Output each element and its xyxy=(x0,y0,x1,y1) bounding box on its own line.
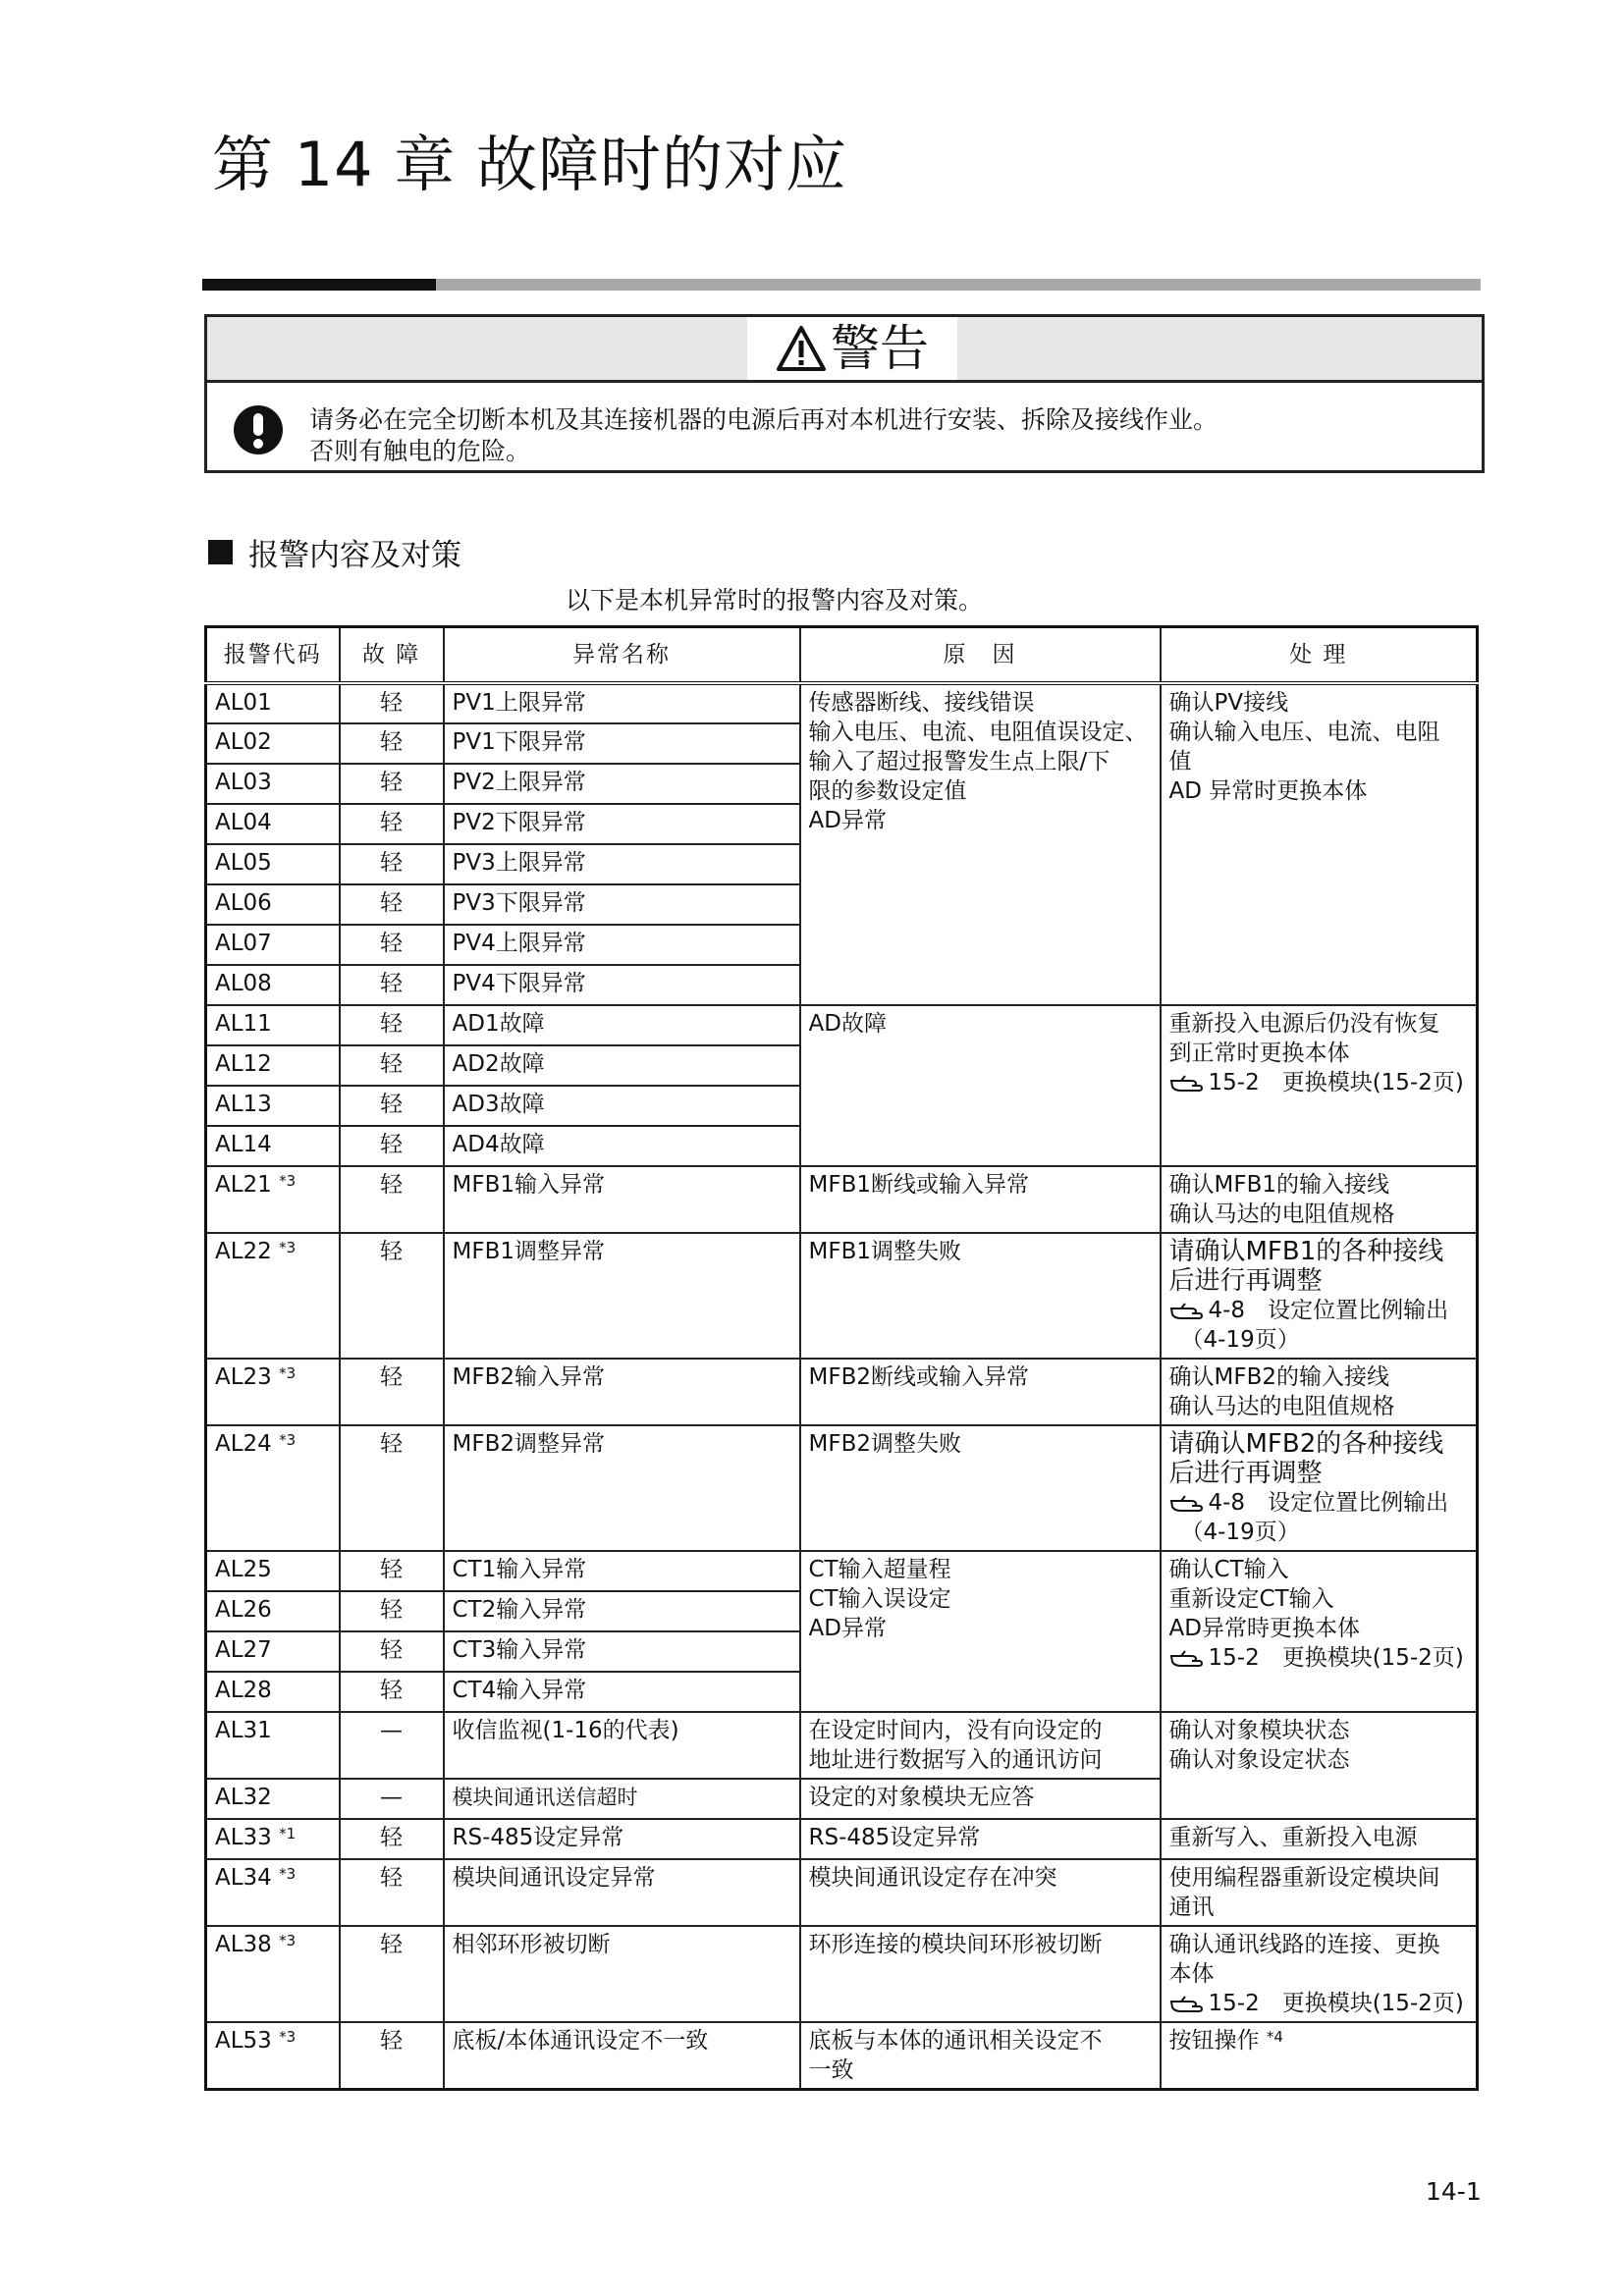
alarm-name: PV4上限异常 xyxy=(444,925,800,965)
alarm-code xyxy=(206,1233,340,1359)
alarm-severity: 轻 xyxy=(340,764,444,804)
alarm-name: 模块间通讯送信超时 xyxy=(444,1779,800,1819)
alarm-table xyxy=(204,625,1479,2091)
alarm-severity: 轻 xyxy=(340,1926,444,2022)
warning-triangle-icon xyxy=(776,325,827,372)
chapter-title: 第 14 章 故障时的对应 xyxy=(212,129,848,200)
reference-text: 15-2 更换模块(15-2页) xyxy=(1208,1991,1464,2016)
footnote-mark: *3 xyxy=(279,1172,297,1190)
warning-line-1: 请务必在完全切断本机及其连接机器的电源后再对本机进行安装、拆除及接线作业。 xyxy=(309,405,1218,434)
reference-line xyxy=(1169,1989,1469,2018)
alarm-name: CT2输入异常 xyxy=(444,1591,800,1631)
table-row xyxy=(206,1233,1478,1359)
alarm-code: AL14 xyxy=(206,1126,340,1166)
action-line: 使用编程器重新设定模块间 xyxy=(1168,1865,1440,1891)
alarm-cause: MFB2断线或输入异常 xyxy=(800,1359,1161,1425)
action-line: 后进行再调整 xyxy=(1168,1459,1323,1488)
alarm-code: AL01 xyxy=(206,683,340,723)
action-line: 请确认MFB1的各种接线 xyxy=(1168,1237,1444,1266)
alarm-cause xyxy=(800,2022,1161,2090)
alarm-action xyxy=(1161,1926,1478,2022)
action-line: 确认PV接线 xyxy=(1168,690,1289,716)
action-line: 确认对象模块状态 xyxy=(1168,1718,1350,1743)
action-line: 按钮操作 xyxy=(1168,2028,1260,2054)
footnote-mark: *3 xyxy=(279,1431,297,1449)
reference-text: 15-2 更换模块(15-2页) xyxy=(1208,1645,1464,1671)
pointing-hand-icon xyxy=(1169,1493,1205,1515)
alarm-severity: 轻 xyxy=(340,844,444,884)
table-row xyxy=(206,1359,1478,1425)
table-row xyxy=(206,1859,1478,1926)
action-line: 本体 xyxy=(1168,1961,1215,1987)
table-row xyxy=(206,1712,1478,1779)
pointing-hand-icon xyxy=(1169,1994,1205,2015)
alarm-cause: 模块间通讯设定存在冲突 xyxy=(800,1859,1161,1926)
alarm-action xyxy=(1161,1425,1478,1551)
alarm-name: MFB2输入异常 xyxy=(444,1359,800,1425)
alarm-code: AL07 xyxy=(206,925,340,965)
table-row xyxy=(206,1425,1478,1551)
alarm-code xyxy=(206,1926,340,2022)
action-line: 确认MFB1的输入接线 xyxy=(1168,1172,1389,1198)
alarm-action xyxy=(1161,1233,1478,1359)
cause-line: CT输入误设定 xyxy=(808,1586,951,1612)
action-line: 值 xyxy=(1168,749,1192,774)
warning-box xyxy=(204,314,1485,473)
alarm-code: AL26 xyxy=(206,1591,340,1631)
reference-line xyxy=(1169,1068,1469,1097)
alarm-severity: 轻 xyxy=(340,925,444,965)
alarm-name: 模块间通讯设定异常 xyxy=(444,1859,800,1926)
alarm-severity: 轻 xyxy=(340,2022,444,2090)
alarm-name: PV1下限异常 xyxy=(444,723,800,764)
alarm-cause xyxy=(800,1712,1161,1779)
warning-title: 警告 xyxy=(831,320,929,377)
alarm-severity: 轻 xyxy=(340,1591,444,1631)
alarm-cause: MFB2调整失败 xyxy=(800,1425,1161,1551)
footnote-mark: *3 xyxy=(279,1239,297,1256)
header-code: 报警代码 xyxy=(206,627,340,684)
header-severity: 故 障 xyxy=(340,627,444,684)
alarm-severity: 轻 xyxy=(340,723,444,764)
alarm-cause xyxy=(800,683,1161,1005)
alarm-severity: 轻 xyxy=(340,1233,444,1359)
pointing-hand-icon xyxy=(1169,1648,1205,1670)
alarm-action xyxy=(1161,1166,1478,1233)
reference-line xyxy=(1169,1643,1469,1673)
alarm-severity: — xyxy=(340,1712,444,1779)
alarm-cause: RS-485设定异常 xyxy=(800,1819,1161,1859)
alarm-action xyxy=(1161,2022,1478,2090)
table-row xyxy=(206,1005,1478,1045)
alarm-cause xyxy=(800,1551,1161,1712)
title-rule-accent xyxy=(202,279,436,291)
action-line: 重新投入电源后仍没有恢复 xyxy=(1168,1011,1440,1037)
action-line: AD 异常时更换本体 xyxy=(1168,778,1368,804)
cause-line: 限的参数设定值 xyxy=(808,778,967,804)
alarm-code-text: AL33 xyxy=(215,1825,272,1850)
alarm-action xyxy=(1161,1859,1478,1926)
alarm-action: 重新写入、重新投入电源 xyxy=(1161,1819,1478,1859)
reference-page: （4-19页） xyxy=(1180,1520,1300,1545)
alarm-code-text: AL22 xyxy=(215,1239,272,1264)
footnote-mark: *4 xyxy=(1266,2028,1283,2046)
action-line: 到正常时更换本体 xyxy=(1168,1041,1350,1066)
action-line: 重新设定CT输入 xyxy=(1168,1586,1334,1612)
alarm-severity: 轻 xyxy=(340,1086,444,1126)
title-rule xyxy=(202,279,1481,291)
reference-line xyxy=(1169,1296,1469,1325)
action-line: AD异常時更换本体 xyxy=(1168,1616,1360,1641)
alarm-name: AD2故障 xyxy=(444,1045,800,1086)
alarm-code: AL28 xyxy=(206,1672,340,1712)
alarm-action xyxy=(1161,1551,1478,1712)
alarm-code xyxy=(206,1859,340,1926)
alarm-code: AL05 xyxy=(206,844,340,884)
table-row xyxy=(206,1819,1478,1859)
alarm-severity: 轻 xyxy=(340,1005,444,1045)
cause-line: 输入电压、电流、电阻值误设定、 xyxy=(808,720,1148,745)
alarm-severity: 轻 xyxy=(340,884,444,925)
alarm-name: MFB1输入异常 xyxy=(444,1166,800,1233)
action-line: 请确认MFB2的各种接线 xyxy=(1168,1429,1444,1459)
pointing-hand-icon xyxy=(1169,1073,1205,1095)
alarm-code: AL04 xyxy=(206,804,340,844)
header-cause: 原 因 xyxy=(800,627,1161,684)
header-action: 处 理 xyxy=(1161,627,1478,684)
alarm-code: AL06 xyxy=(206,884,340,925)
alarm-name: 底板/本体通讯设定不一致 xyxy=(444,2022,800,2090)
alarm-name: 相邻环形被切断 xyxy=(444,1926,800,2022)
cause-line: 输入了超过报警发生点上限/下 xyxy=(808,749,1110,774)
alarm-code-text: AL53 xyxy=(215,2028,272,2054)
alarm-name: PV2下限异常 xyxy=(444,804,800,844)
alarm-code-text: AL24 xyxy=(215,1431,272,1457)
cause-line: 在设定时间内，没有向设定的 xyxy=(808,1718,1103,1743)
table-row xyxy=(206,683,1478,723)
warning-body xyxy=(207,383,1482,470)
alarm-code xyxy=(206,1359,340,1425)
reference-page: （4-19页） xyxy=(1180,1327,1300,1353)
alarm-severity: 轻 xyxy=(340,1631,444,1672)
reference-text: 4-8 设定位置比例输出 xyxy=(1208,1490,1449,1516)
alarm-code: AL02 xyxy=(206,723,340,764)
cause-line: 一致 xyxy=(808,2057,854,2083)
alarm-code: AL31 xyxy=(206,1712,340,1779)
page-number: 14-1 xyxy=(1426,2177,1482,2206)
alarm-severity: 轻 xyxy=(340,965,444,1005)
alarm-severity: 轻 xyxy=(340,1859,444,1926)
cause-line: AD异常 xyxy=(808,1616,887,1641)
alarm-name: CT3输入异常 xyxy=(444,1631,800,1672)
table-row xyxy=(206,1166,1478,1233)
alarm-code xyxy=(206,1819,340,1859)
action-line: 确认输入电压、电流、电阻 xyxy=(1168,720,1440,745)
alarm-name: PV2上限异常 xyxy=(444,764,800,804)
alarm-action xyxy=(1161,1005,1478,1166)
cause-line: 地址进行数据写入的通讯访问 xyxy=(808,1747,1103,1773)
alarm-name: CT4输入异常 xyxy=(444,1672,800,1712)
alarm-name: 收信监视(1-16的代表) xyxy=(444,1712,800,1779)
action-line: 确认马达的电阻值规格 xyxy=(1168,1394,1395,1419)
alarm-severity: 轻 xyxy=(340,804,444,844)
alarm-severity: 轻 xyxy=(340,1819,444,1859)
action-line: 确认MFB2的输入接线 xyxy=(1168,1364,1389,1390)
alarm-severity: 轻 xyxy=(340,1425,444,1551)
cause-line: AD异常 xyxy=(808,808,887,833)
action-line: 确认通讯线路的连接、更换 xyxy=(1168,1932,1440,1957)
alarm-code: AL13 xyxy=(206,1086,340,1126)
section-intro: 以下是本机异常时的报警内容及对策。 xyxy=(566,586,984,614)
alarm-name: AD3故障 xyxy=(444,1086,800,1126)
alarm-code: AL11 xyxy=(206,1005,340,1045)
alarm-code-text: AL21 xyxy=(215,1172,272,1198)
footnote-mark: *1 xyxy=(279,1825,297,1842)
alarm-name: PV1上限异常 xyxy=(444,683,800,723)
square-bullet-icon xyxy=(208,540,233,564)
alarm-name: MFB1调整异常 xyxy=(444,1233,800,1359)
alarm-code: AL32 xyxy=(206,1779,340,1819)
header-name: 异常名称 xyxy=(444,627,800,684)
action-line: 通讯 xyxy=(1168,1895,1215,1920)
action-line: 确认马达的电阻值规格 xyxy=(1168,1201,1395,1227)
action-line: 确认对象设定状态 xyxy=(1168,1747,1350,1773)
alarm-severity: 轻 xyxy=(340,1551,444,1591)
footnote-mark: *3 xyxy=(279,1364,297,1382)
alarm-cause: MFB1断线或输入异常 xyxy=(800,1166,1161,1233)
alarm-name: PV3下限异常 xyxy=(444,884,800,925)
cause-line: 传感器断线、接线错误 xyxy=(808,690,1035,716)
alarm-cause: MFB1调整失败 xyxy=(800,1233,1161,1359)
alarm-severity: 轻 xyxy=(340,1166,444,1233)
cause-line: 底板与本体的通讯相关设定不 xyxy=(808,2028,1103,2054)
alarm-severity: 轻 xyxy=(340,1359,444,1425)
alarm-severity: — xyxy=(340,1779,444,1819)
action-line: 后进行再调整 xyxy=(1168,1266,1323,1296)
alarm-code xyxy=(206,2022,340,2090)
exclamation-icon xyxy=(233,404,284,455)
alarm-severity: 轻 xyxy=(340,1672,444,1712)
alarm-name: PV4下限异常 xyxy=(444,965,800,1005)
action-line: 确认CT输入 xyxy=(1168,1557,1289,1582)
alarm-code: AL27 xyxy=(206,1631,340,1672)
alarm-code xyxy=(206,1425,340,1551)
footnote-mark: *3 xyxy=(279,1865,297,1883)
alarm-code: AL25 xyxy=(206,1551,340,1591)
table-row xyxy=(206,2022,1478,2090)
alarm-action xyxy=(1161,683,1478,1005)
alarm-name: AD4故障 xyxy=(444,1126,800,1166)
alarm-code-text: AL38 xyxy=(215,1932,272,1957)
alarm-code-text: AL34 xyxy=(215,1865,272,1891)
warning-line-2: 否则有触电的危险。 xyxy=(309,437,531,465)
alarm-action xyxy=(1161,1359,1478,1425)
table-header-row xyxy=(206,627,1478,684)
footnote-mark: *3 xyxy=(279,2028,297,2046)
section-heading xyxy=(208,530,461,574)
reference-line xyxy=(1169,1488,1469,1518)
alarm-action xyxy=(1161,1712,1478,1819)
footnote-mark: *3 xyxy=(279,1932,297,1949)
alarm-code xyxy=(206,1166,340,1233)
cause-line: CT输入超量程 xyxy=(808,1557,951,1582)
alarm-code-text: AL23 xyxy=(215,1364,272,1390)
alarm-code: AL03 xyxy=(206,764,340,804)
warning-header xyxy=(207,317,1482,383)
alarm-severity: 轻 xyxy=(340,683,444,723)
section-heading-text: 报警内容及对策 xyxy=(248,538,461,573)
alarm-name: AD1故障 xyxy=(444,1005,800,1045)
alarm-code: AL12 xyxy=(206,1045,340,1086)
table-row xyxy=(206,1926,1478,2022)
reference-text: 4-8 设定位置比例输出 xyxy=(1208,1298,1449,1323)
warning-badge xyxy=(747,317,957,380)
alarm-severity: 轻 xyxy=(340,1126,444,1166)
alarm-cause: AD故障 xyxy=(800,1005,1161,1166)
pointing-hand-icon xyxy=(1169,1301,1205,1322)
alarm-cause: 设定的对象模块无应答 xyxy=(800,1779,1161,1819)
table-row xyxy=(206,1551,1478,1591)
alarm-severity: 轻 xyxy=(340,1045,444,1086)
reference-text: 15-2 更换模块(15-2页) xyxy=(1208,1070,1464,1095)
alarm-cause: 环形连接的模块间环形被切断 xyxy=(800,1926,1161,2022)
alarm-name: MFB2调整异常 xyxy=(444,1425,800,1551)
alarm-name: PV3上限异常 xyxy=(444,844,800,884)
alarm-name: RS-485设定异常 xyxy=(444,1819,800,1859)
alarm-code: AL08 xyxy=(206,965,340,1005)
alarm-name: CT1输入异常 xyxy=(444,1551,800,1591)
